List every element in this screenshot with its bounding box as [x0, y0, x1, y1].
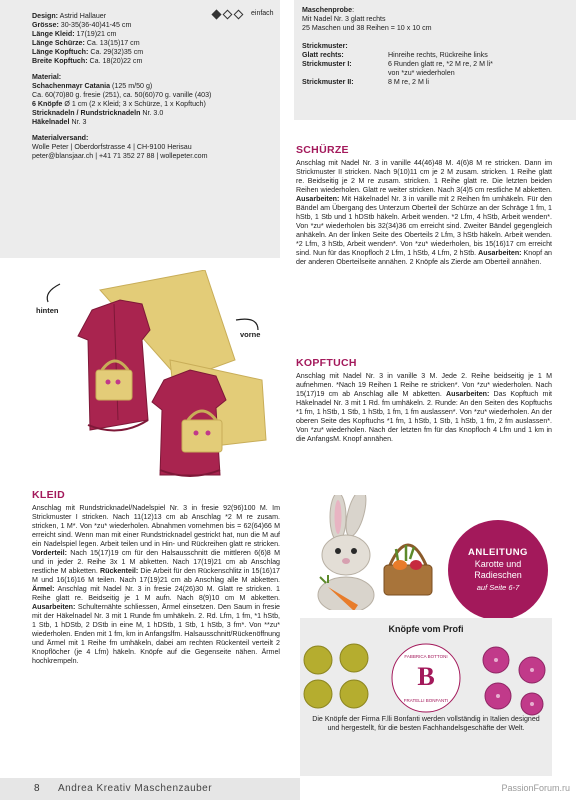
difficulty-rating [212, 10, 274, 19]
diamond-filled-icon [212, 9, 222, 19]
logo-letter: B [417, 662, 435, 691]
material-heading: Material: [32, 73, 62, 81]
hook-line: Häkelnadel Nr. 3 [32, 118, 87, 126]
pattern-row: Strickmuster I: 6 Runden glatt re, *2 M re, 2 M li* [302, 60, 493, 68]
size-row: Grösse: 30-35(36-40)41-45 cm [32, 21, 132, 29]
magazine-title: Andrea Kreativ Maschenzauber [58, 783, 213, 794]
schuerze-text: Anschlag mit Nadel Nr. 3 in vanille 44(46)48 M. 4(6)8 M re stricken. Dann im Strickmuster II stricken. Nach 9(10)11 cm je 2 M zusam. stricken. 1 Reihe glatt re. Beidseitig je 2 M re zusam. stricken. 1 Reihe glatt re. Die letzten beiden Reihen wiederholen. Glatt re weiter stricken. Nach 3(4)5 cm restliche M abketten. Ausarbeiten: Mit Häkelnadel Nr. 3 in vanille mit 2 Reihen fm umhäkeln. Für den Bändel am Übergang des Unterzum Oberteil der Schürze an der Schräge 1 fm, 1 hStb, 1 Stb und 1 hDStb häkeln. Arbeit wenden. *2 Lfm, 4 hStb, Arbeit wenden*. Von *zu* wiederholen bis 32(34)36 cm erreicht sind. Zweiter Bändel gegengleich anhäkeln. An der linken Seite des Oberteils 2 Lfm, 3 hStb häkeln. Arbeit wenden. *2 Lfm, 3 hStb, Arbeit wenden*. Von *zu* wiederholen, bis 15(16)17 cm erreicht sind. Nun für das Knopfloch 2 Lfm, 1 hStb, 4 Lfm, 2 hStb. Ausarbeiten: Knopf an der anderen Oberteilseite annähen. 2 Knöpfe als Zierde am Oberteil annähen. [296, 159, 553, 267]
yarn-line: Schachenmayr Catania (125 m/50 g) [32, 82, 153, 90]
buttons-ad-box [300, 618, 552, 776]
gauge-line: Mit Nadel Nr. 3 glatt rechts [302, 15, 386, 23]
logo-bottom-text: FRATELLI BONFANTI [403, 698, 449, 703]
doll-clothes-illustration [30, 270, 278, 480]
gauge-box: Maschenprobe: Mit Nadel Nr. 3 glatt rechts 25 Maschen und 38 Reihen = 10 x 10 cm Strickmuster: Glatt rechts: Hinreihe rechts, Rückreihe links Strickmuster I: 6 Runden glatt re, *2 M re, 2 M li* von *zu* wiederholen Strickmuster II: 8 M re, 2 M li [294, 0, 576, 120]
badge-line: Karotte und [474, 559, 522, 570]
kopftuch-text: Anschlag mit Nadel Nr. 3 in vanille 3 M. Jede 2. Reihe beidseitig je 1 M aufnehmen. *Nach 19 Reihen 1 Reihe re stricken*. Von *zu* wiederholen. Nach 15(17)19 cm ab Anschlag alle M abketten. Ausarbeiten: Das Kopftuch mit Häkelnadel Nr. 3 mit 1 Rd. fm umhäkeln. 2. Runde: An den Seiten des Kopftuchs *1 fm, 1 hStb, 1 Stb, 1 hStb, 1 fm, 1 fm auslassen*. Von *zu* wiederholen. An der oberen Seite des Kopftuchs *1 fm, 1 hStb, 1 Stb, 1 hStb, 1 fm, 2 fm auslassen*. Von *zu* wiederholen. Nach der letzten fm für das Knopfloch 4 Lfm und 1 km in die AnfangsM. Knopf annähen. [296, 372, 552, 444]
flower-buttons-image [300, 638, 552, 718]
gauge-line: 25 Maschen und 38 Reihen = 10 x 10 cm [302, 24, 432, 32]
label-front: vorne [240, 330, 261, 339]
badge-line: Radieschen [474, 570, 522, 581]
yarn-amount: Ca. 60(70)80 g. fresie (251), ca. 50(60)70 g. vanille (403) [32, 91, 212, 99]
supply-heading: Materialversand: [32, 134, 89, 142]
size-row: Länge Kopftuch: Ca. 29(32)35 cm [32, 48, 144, 56]
kleid-text: Anschlag mit Rundstricknadel/Nadelspiel Nr. 3 in fresie 92(96)100 M. Im Strickmuster I stricken. Nach 11(12)13 cm ab Anschlag *2 M re zusam. stricken, 1 M*. Von *zu* wiederholen. Abnahmen vornehmen bis = 62(64)66 M erreicht sind. Wenn man mit einer Rundstricknadel gestrickt hat, nun die M auf ein Nadelspiel legen. Arbeit teilen und in Hin- und Rückreihen glatt re stricken. Vorderteil: Nach 15(17)19 cm für den Halsausschnitt die mittleren 6(6)8 M und in jeder 2. Reihe 3x 1 M abketten. Nach 17(19)21 cm ab Anschlag restliche M abketten. Rückenteil: Die Arbeit für den Rückenschlitz in 15(16)17 M und 16(16)16 M teilen. Nach 17(19)21 cm ab Anschlag alle M abketten. Ärmel: Anschlag mit Nadel Nr. 3 in fresie 24(26)30 M. Glatt re stricken. 1 Reihe glatt re. Beidseitig je 1 M aufn. Nach 8(9)10 cm M abketten. Ausarbeiten: Schulternähte schliessen, Ärmel einsetzen. Den Saum in fresie mit der Häkelnadel Nr. 3 mit 1 Runde fm umhäkeln. 2. Rd. Lfm, 1 fm, *1 hStb, 1 Stb, 1 hDStb, 2 DStb in eine M, 1 hDStb, 1 Stb, 1 hStb, 3 fm*. Von **zu* wiederholen. Enden mit 1 fm, km in Anfangslfm. Halsausschnitt/Rückenöffnung und Ärmel mit 1 Reihe fm umhäkeln, dabei am rechten Rückenteil verteilt 2 Knopflöcher (je 4 Lfm) häkeln. Knöpfe auf die Gegenseite nähen. Ärmel hochkrempeln. [32, 504, 281, 666]
kleid-section [32, 489, 280, 666]
supply-address: Wolle Peter | Oberdorfstrasse 4 | CH-9100 Herisau [32, 143, 192, 151]
pattern-info-box [0, 0, 280, 258]
badge-title: ANLEITUNG [468, 547, 528, 559]
design-label: Design: [32, 12, 59, 20]
size-row: Breite Kopftuch: Ca. 18(20)22 cm [32, 57, 143, 65]
kopftuch-heading: KOPFTUCH [296, 357, 357, 369]
label-back: hinten [36, 306, 59, 315]
logo-top-text: FABBRICA BOTTONI [404, 654, 448, 659]
difficulty-label: einfach [251, 10, 274, 17]
supply-contact: peter@blansjaar.ch | +41 71 352 27 88 | wollepeter.com [32, 152, 208, 160]
pattern-row: Glatt rechts: Hinreihe rechts, Rückreihe links [302, 51, 488, 59]
diamond-empty-icon [234, 9, 244, 19]
diamond-empty-icon [223, 9, 233, 19]
page-footer [0, 778, 576, 800]
buttons-line: 6 Knöpfe Ø 1 cm (2 x Kleid; 3 x Schürze, 1 x Kopftuch) [32, 100, 206, 108]
badge-page-ref: auf Seite 6-7 [476, 583, 520, 593]
page-number: 8 [34, 783, 40, 794]
buttons-ad-title: Knöpfe vom Profi [388, 624, 464, 634]
gauge-heading: Maschenprobe [302, 6, 353, 14]
size-row: Länge Schürze: Ca. 13(15)17 cm [32, 39, 140, 47]
design-value: Astrid Hallauer [58, 12, 107, 20]
doll-clothes-photo [30, 270, 278, 480]
kleid-heading: KLEID [32, 489, 65, 501]
pattern-heading: Strickmuster: [302, 42, 348, 50]
schuerze-section [296, 144, 552, 267]
kopftuch-section [296, 357, 552, 444]
buttons-ad-caption: Die Knöpfe der Firma F.lli Bonfanti werden vollständig in Italien designed und hergestellt, für die besten Fachhandelsgeschäfte der Welt. [312, 715, 540, 733]
size-row: Länge Kleid: 17(19)21 cm [32, 30, 117, 38]
anleitung-badge[interactable] [448, 520, 548, 620]
pattern-row-cont: von *zu* wiederholen [388, 69, 455, 77]
watermark: PassionForum.ru [501, 783, 570, 793]
needles-line: Stricknadeln / Rundstricknadeln Nr. 3.0 [32, 109, 164, 117]
pattern-row: Strickmuster II: 8 M re, 2 M li [302, 78, 429, 86]
schuerze-heading: SCHÜRZE [296, 144, 349, 156]
